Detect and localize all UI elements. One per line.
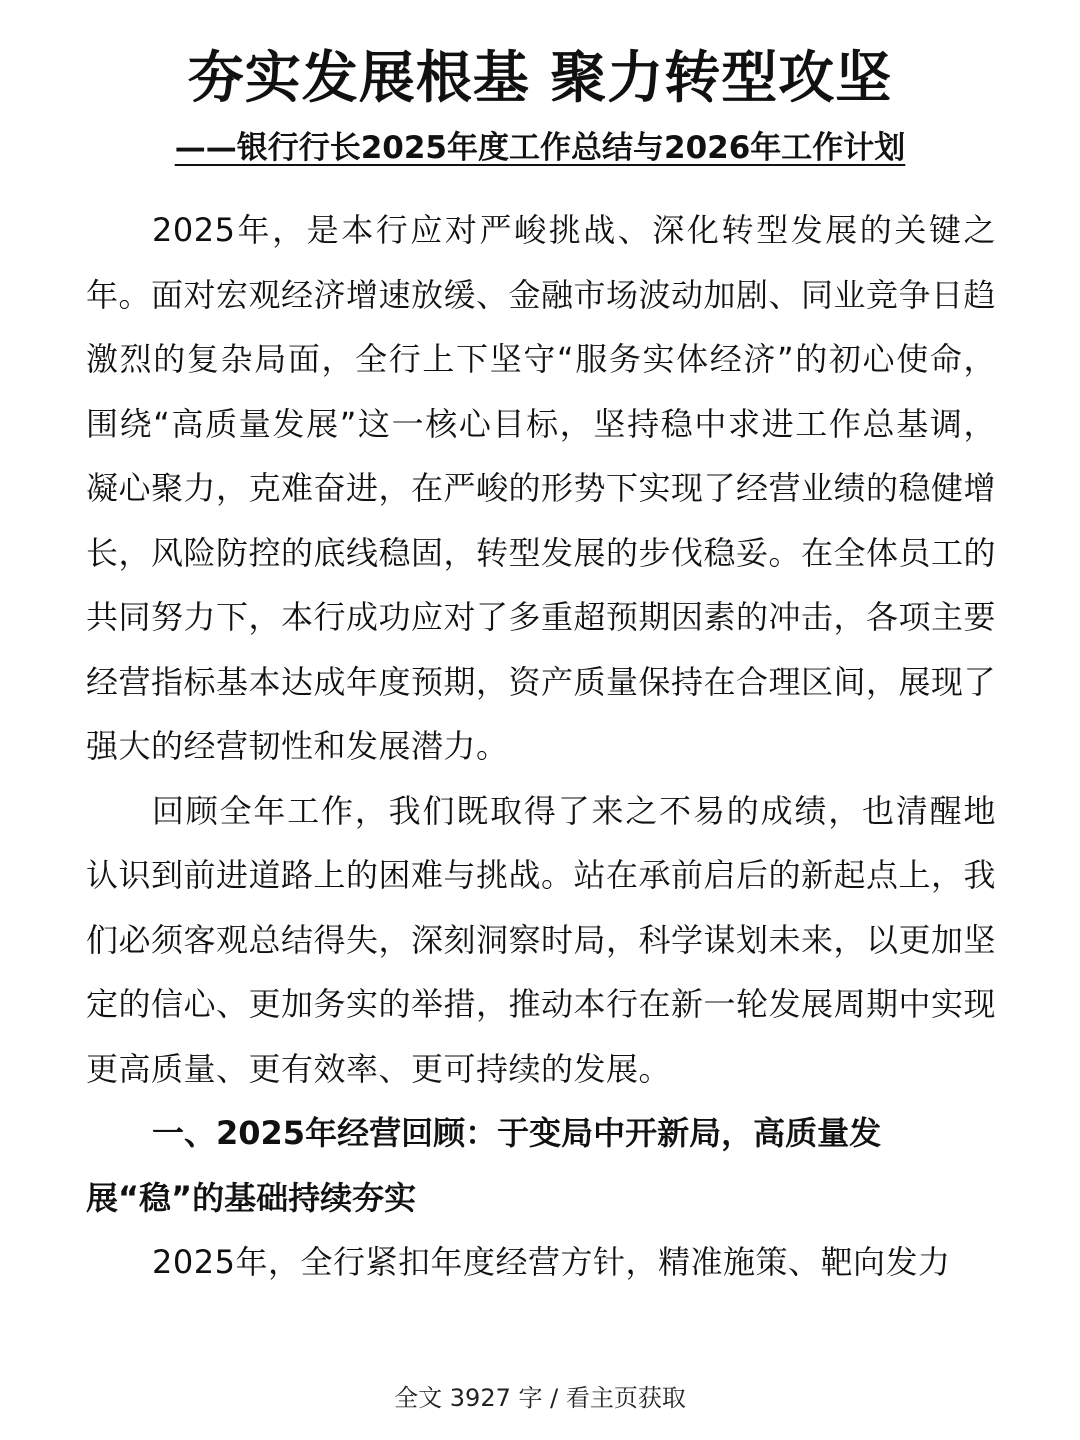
paragraph-intro: 2025年，是本行应对严峻挑战、深化转型发展的关键之年。面对宏观经济增速放缓、金融市场波动加剧、同业竞争日趋激烈的复杂局面，全行上下坚守“服务实体经济”的初心使命，围绕“高质量发展”这一核心目标，坚持稳中求进工作总基调，凝心聚力，克难奋进，在严峻的形势下实现了经营业绩的稳健增长，风险防控的底线稳固，转型发展的步伐稳妥。在全体员工的共同努力下，本行成功应对了多重超预期因素的冲击，各项主要经营指标基本达成年度预期，资产质量保持在合理区间，展现了强大的经营韧性和发展潜力。: [86, 211, 997, 765]
footer-note: 全文 3927 字 / 看主页获取: [394, 1384, 686, 1412]
document-subtitle: [0, 124, 1080, 172]
document-body: [86, 198, 996, 1295]
section-heading: 一、2025年经营回顾：于变局中开新局，高质量发展“稳”的基础持续夯实: [86, 1114, 882, 1217]
paragraph-review: 回顾全年工作，我们既取得了来之不易的成绩，也清醒地认识到前进道路上的困难与挑战。站在承前启后的新起点上，我们必须客观总结得失，深刻洞察时局，科学谋划未来，以更加坚定的信心、更加务实的举措，推动本行在新一轮发展周期中实现更高质量、更有效率、更可持续的发展。: [86, 791, 997, 1088]
subtitle-text: ——银行行长2025年度工作总结与2026年工作计划: [174, 130, 906, 166]
paragraph-section-start: 2025年，全行紧扣年度经营方针，精准施策、靶向发力: [152, 1243, 951, 1281]
document-title: 夯实发展根基 聚力转型攻坚: [187, 46, 893, 111]
